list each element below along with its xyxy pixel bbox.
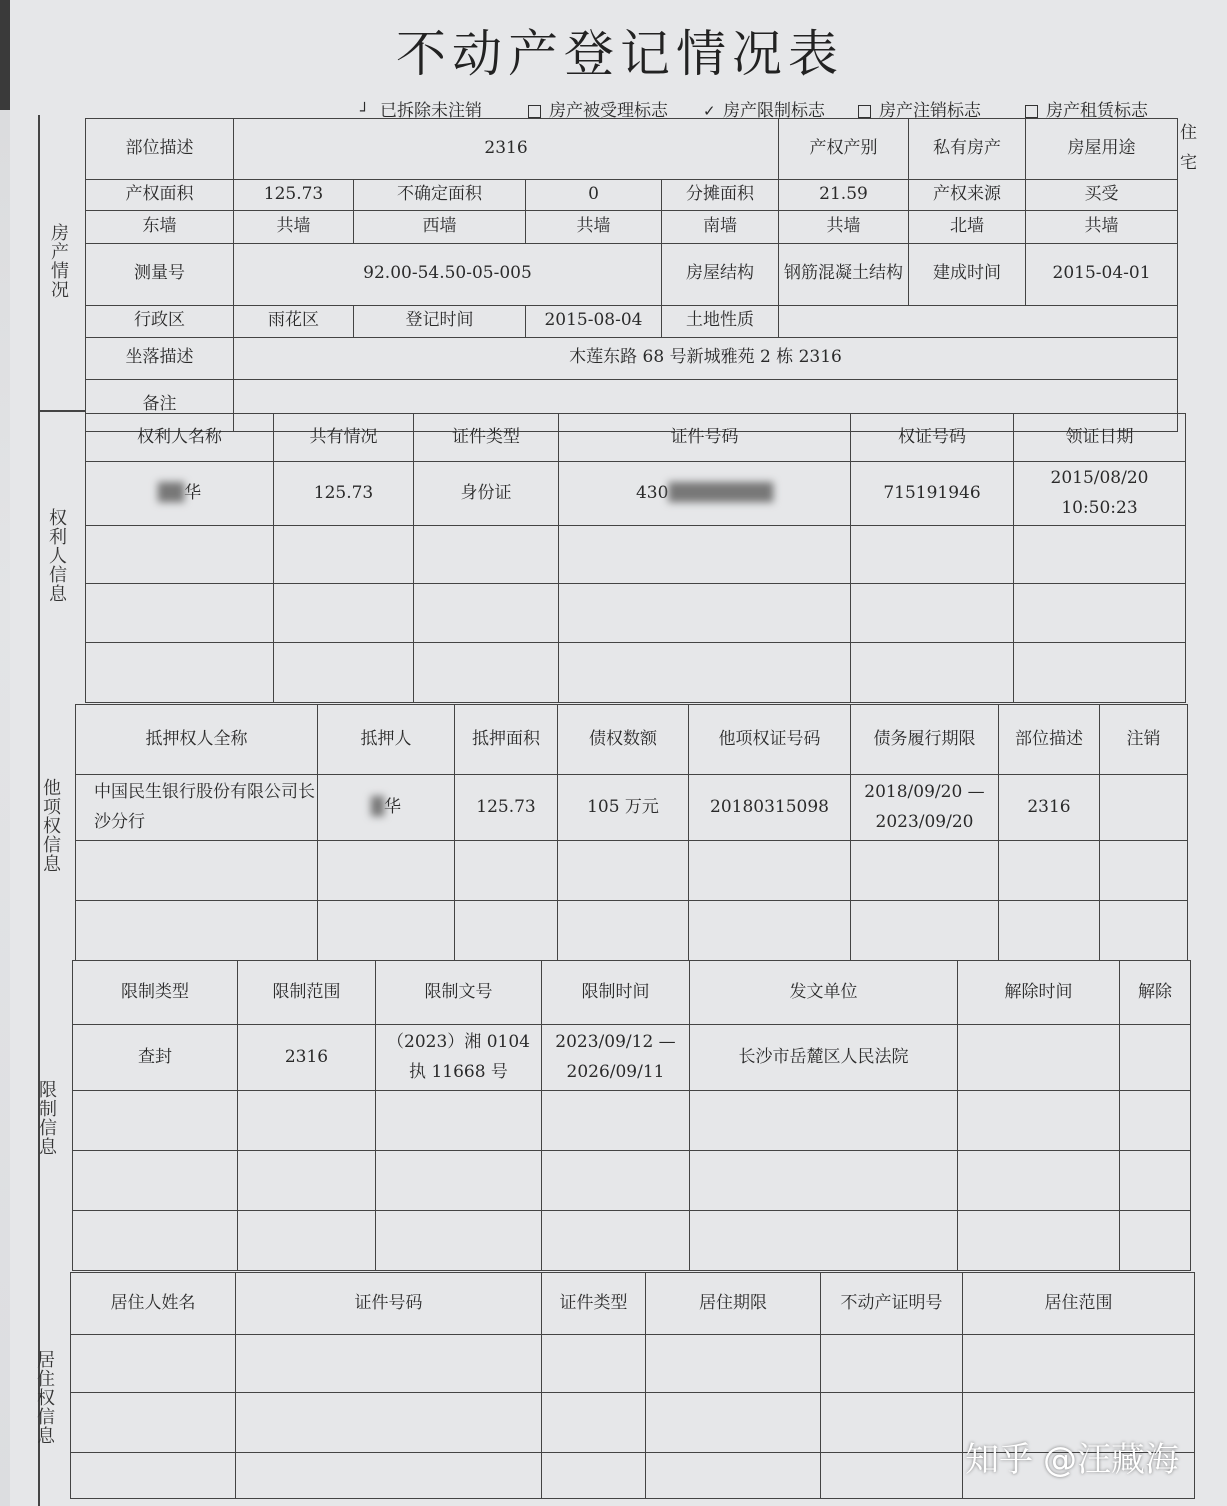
document-title: 不动产登记情况表 xyxy=(396,25,844,83)
label-shared-area: 分摊面积 xyxy=(662,179,779,210)
header-residence-term: 居住期限 xyxy=(646,1273,821,1335)
value-structure: 钢筋混凝土结构 xyxy=(779,243,909,305)
label-south-wall: 南墙 xyxy=(662,210,779,243)
header-id-no: 证件号码 xyxy=(559,414,851,462)
label-usage: 房屋用途 xyxy=(1026,119,1178,180)
value-survey-no: 92.00-54.50-05-005 xyxy=(234,243,662,305)
value-build-date: 2015-04-01 xyxy=(1026,243,1178,305)
header-residence-scope: 居住范围 xyxy=(963,1273,1195,1335)
owner-id-type: 身份证 xyxy=(414,462,559,526)
header-owner-name: 权利人名称 xyxy=(86,414,274,462)
owner-table xyxy=(85,413,1186,703)
header-certificate-no: 不动产证明号 xyxy=(821,1273,963,1335)
label-north-wall: 北墙 xyxy=(909,210,1026,243)
header-release-time: 解除时间 xyxy=(958,961,1120,1025)
divider xyxy=(38,410,85,412)
value-west-wall: 共墙 xyxy=(526,210,662,243)
value-south-wall: 共墙 xyxy=(779,210,909,243)
checkmark-icon: ✓ xyxy=(703,102,716,120)
mortgage-part: 2316 xyxy=(999,775,1100,841)
label-reg-time: 登记时间 xyxy=(354,305,526,337)
header-resident-id-type: 证件类型 xyxy=(542,1273,646,1335)
property-table xyxy=(85,118,1178,432)
header-amount: 债权数额 xyxy=(558,705,689,775)
other-rights-table xyxy=(75,704,1188,961)
flag-label: 已拆除未注销 xyxy=(380,101,482,121)
section-label-owner: 权利人信息 xyxy=(49,508,67,605)
checkbox-empty-icon xyxy=(1025,105,1038,118)
value-reg-time: 2015-08-04 xyxy=(526,305,662,337)
label-source: 产权来源 xyxy=(909,179,1026,210)
mortgage-amount: 105 万元 xyxy=(558,775,689,841)
mortgage-cancel xyxy=(1100,775,1188,841)
label-location: 坐落描述 xyxy=(86,337,234,379)
value-east-wall: 共墙 xyxy=(234,210,354,243)
restriction-time: 2023/09/12 — 2026/09/11 xyxy=(542,1025,690,1091)
value-location: 木莲东路 68 号新城雅苑 2 栋 2316 xyxy=(234,337,1178,379)
header-other-cert-no: 他项权证号码 xyxy=(689,705,851,775)
redacted-blur: ██ xyxy=(157,482,185,503)
header-mortgage-area: 抵押面积 xyxy=(455,705,558,775)
header-restriction-doc: 限制文号 xyxy=(376,961,542,1025)
header-share: 共有情况 xyxy=(274,414,414,462)
header-resident-id-no: 证件号码 xyxy=(236,1273,542,1335)
value-uncertain-area: 0 xyxy=(526,179,662,210)
label-property-type: 产权产别 xyxy=(779,119,909,180)
label-remark: 备注 xyxy=(86,379,234,431)
header-restriction-time: 限制时间 xyxy=(542,961,690,1025)
header-cert-no: 权证号码 xyxy=(851,414,1014,462)
header-release: 解除 xyxy=(1120,961,1191,1025)
label-part-desc: 部位描述 xyxy=(86,119,234,180)
label-structure: 房屋结构 xyxy=(662,243,779,305)
header-part: 部位描述 xyxy=(999,705,1100,775)
redacted-blur: █ xyxy=(370,796,385,817)
value-property-type: 私有房产 xyxy=(909,119,1026,180)
flag-mark: ┘ xyxy=(360,102,370,120)
flag-label: 房产租赁标志 xyxy=(1046,101,1148,121)
restriction-issuer: 长沙市岳麓区人民法院 xyxy=(690,1025,958,1091)
header-period: 债务履行期限 xyxy=(851,705,999,775)
label-area: 产权面积 xyxy=(86,179,234,210)
restriction-type: 查封 xyxy=(73,1025,238,1091)
section-label-restriction: 限制信息 xyxy=(39,1080,57,1158)
checkbox-empty-icon xyxy=(858,105,871,118)
label-uncertain-area: 不确定面积 xyxy=(354,179,526,210)
label-build-date: 建成时间 xyxy=(909,243,1026,305)
photo-edge-shadow xyxy=(0,0,10,110)
value-source: 买受 xyxy=(1026,179,1178,210)
flag-label: 房产限制标志 xyxy=(723,101,825,121)
restriction-release xyxy=(1120,1025,1191,1091)
value-part-desc: 2316 xyxy=(234,119,779,180)
header-issuer: 发文单位 xyxy=(690,961,958,1025)
restriction-release-time xyxy=(958,1025,1120,1091)
section-label-other-rights: 他项权信息 xyxy=(43,778,61,875)
outer-left-border xyxy=(38,115,40,1506)
header-cancel: 注销 xyxy=(1100,705,1188,775)
value-district: 雨花区 xyxy=(234,305,354,337)
header-mortgagee: 抵押权人全称 xyxy=(76,705,318,775)
flag-label: 房产注销标志 xyxy=(879,101,981,121)
header-id-type: 证件类型 xyxy=(414,414,559,462)
owner-name: ██华 xyxy=(86,462,274,526)
label-east-wall: 东墙 xyxy=(86,210,234,243)
mortgage-period: 2018/09/20 — 2023/09/20 xyxy=(851,775,999,841)
header-mortgagor: 抵押人 xyxy=(318,705,455,775)
restriction-table xyxy=(72,960,1191,1271)
watermark: 知乎 @汪藏海 xyxy=(965,1440,1179,1480)
restriction-scope: 2316 xyxy=(238,1025,376,1091)
redacted-blur: ████████ xyxy=(668,482,774,503)
label-district: 行政区 xyxy=(86,305,234,337)
mortgagee-name: 中国民生银行股份有限公司长沙分行 xyxy=(76,775,318,841)
section-label-property: 房产情况 xyxy=(51,223,69,301)
value-land-nature xyxy=(779,305,1178,337)
value-area: 125.73 xyxy=(234,179,354,210)
header-restriction-scope: 限制范围 xyxy=(238,961,376,1025)
value-shared-area: 21.59 xyxy=(779,179,909,210)
checkbox-empty-icon xyxy=(528,105,541,118)
label-land-nature: 土地性质 xyxy=(662,305,779,337)
mortgage-area: 125.73 xyxy=(455,775,558,841)
section-label-residence: 居住权信息 xyxy=(37,1350,55,1447)
header-restriction-type: 限制类型 xyxy=(73,961,238,1025)
restriction-doc-no: （2023）湘 0104 执 11668 号 xyxy=(376,1025,542,1091)
mortgagor-name: █华 xyxy=(318,775,455,841)
header-cert-date: 领证日期 xyxy=(1014,414,1186,462)
other-cert-no: 20180315098 xyxy=(689,775,851,841)
label-west-wall: 西墙 xyxy=(354,210,526,243)
header-resident-name: 居住人姓名 xyxy=(71,1273,236,1335)
value-north-wall: 共墙 xyxy=(1026,210,1178,243)
owner-share: 125.73 xyxy=(274,462,414,526)
flag-label: 房产被受理标志 xyxy=(549,101,668,121)
label-survey-no: 测量号 xyxy=(86,243,234,305)
owner-cert-no: 715191946 xyxy=(851,462,1014,526)
owner-id-no: 430████████ xyxy=(559,462,851,526)
owner-cert-date: 2015/08/20 10:50:23 xyxy=(1014,462,1186,526)
